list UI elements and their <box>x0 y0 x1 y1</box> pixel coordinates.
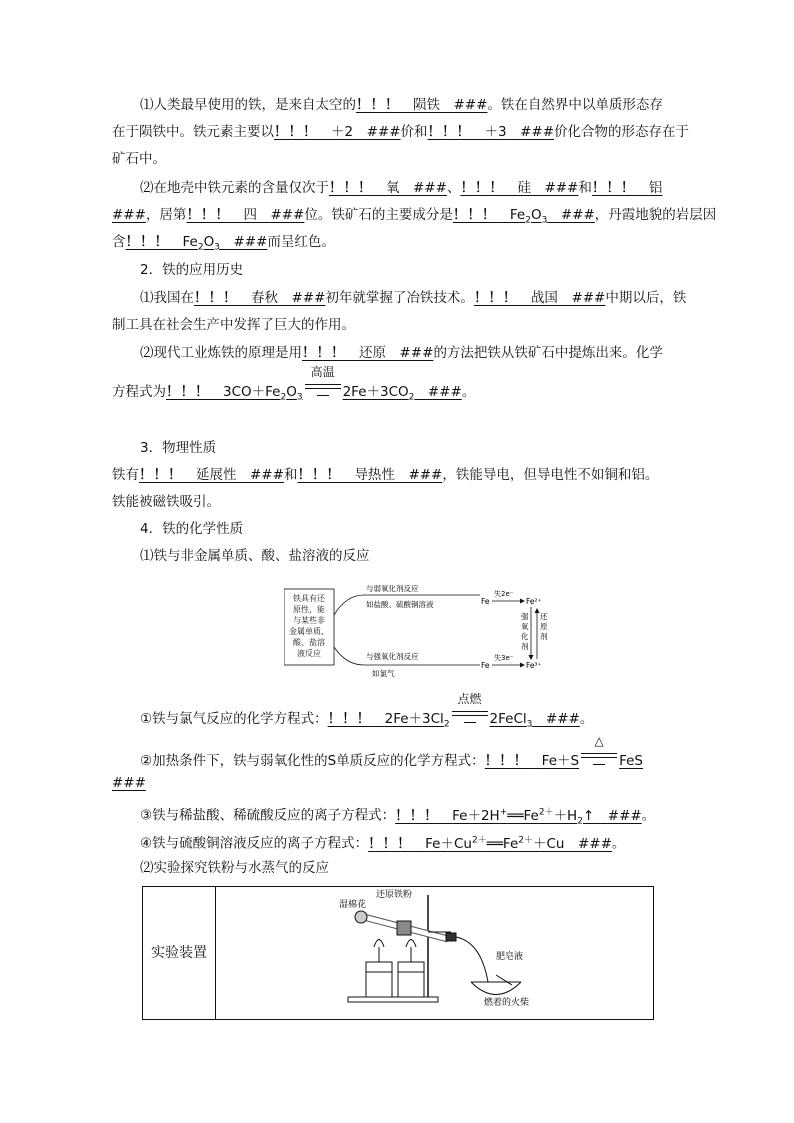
evaporating-dish <box>471 982 521 995</box>
delivery-tube <box>456 937 488 982</box>
answer-blank: ！！！ 导热性 ### <box>297 467 443 483</box>
svg-text:铁具有还: 铁具有还 <box>293 594 325 603</box>
answer-blank: ！！！ 铝 <box>591 180 663 196</box>
svg-text:化: 化 <box>521 632 529 641</box>
s4-sub1: ⑴铁与非金属单质、酸、盐溶液的反应 <box>140 548 370 564</box>
answer-blank: ！！！ 陨铁 ### <box>356 97 488 113</box>
p1-line1: ⑴人类最早使用的铁，是来自太空的！！！ 陨铁 ###。铁在自然界中以单质形态存 <box>140 97 663 113</box>
answer-blank: ！！！ Fe＋S △ FeS <box>484 734 643 769</box>
s3-line1: 铁有！！！ 延展性 ###和！！！ 导热性 ###，铁能导电，但导电性不如铜和铝。 <box>112 467 659 483</box>
apparatus-illustration <box>216 887 653 1019</box>
section-4-heading: 4．铁的化学性质 <box>140 521 244 537</box>
flame-right <box>406 940 416 948</box>
label-soap: 肥皂液 <box>496 952 524 962</box>
fe2-label: Fe²⁺ <box>526 597 542 606</box>
exp-title: ⑵实验探究铁粉与水蒸气的反应 <box>140 860 329 876</box>
lose-3e-label: 失3e⁻ <box>494 654 514 662</box>
stopper <box>446 933 456 941</box>
answer-blank: ！！！ 春秋 ### <box>194 290 326 306</box>
answer-blank: ！！！ ＋3 ### <box>427 124 555 140</box>
svg-text:原: 原 <box>540 622 548 631</box>
p2-line3: 含！！！ $Fe_2O_3$ ###而呈红色。 <box>112 234 335 253</box>
experiment-table <box>142 886 654 1020</box>
eq2-line2: ### <box>112 775 146 791</box>
answer-blank: ！！！ $Fe+Cu^{2+}══Fe^{2+}+Cu$ ### <box>368 835 612 852</box>
eq2-line1: ②加热条件下，铁与弱氧化性的S单质反应的化学方程式：！！！ Fe＋S △ FeS <box>140 734 643 769</box>
reducer-vertical <box>540 612 548 641</box>
p1-line3: 矿石中。 <box>112 151 166 167</box>
flame-left <box>374 940 384 948</box>
svg-text:氧: 氧 <box>521 622 529 631</box>
arrow-down-icon <box>529 655 534 660</box>
answer-blank: ！！！ 还原 ### <box>302 345 434 361</box>
eq4-line: ④铁与硫酸铜溶液反应的离子方程式：！！！ $Fe+Cu^{2+}══Fe^{2+}+Cu$ ###。 <box>140 835 626 852</box>
arrow-head-icon <box>520 663 525 668</box>
label-match: 燃着的火柴 <box>484 998 530 1008</box>
answer-blank: ！！！ 延展性 ### <box>139 467 284 483</box>
eq1-line: ①铁与氯气反应的化学方程式：！！！ $2Fe+3Cl_2$ 点燃 2FeCl$_3$ ###。 <box>140 692 594 730</box>
reaction-condition: 点燃 <box>450 702 490 723</box>
answer-blank: ！！！ 四 ### <box>186 207 305 223</box>
svg-text:剂: 剂 <box>521 642 529 651</box>
answer-blank: ！！！ 战国 ### <box>473 290 606 306</box>
svg-text:金属单质、: 金属单质、 <box>289 627 329 636</box>
burner-left <box>366 962 392 997</box>
label-cotton: 湿棉花 <box>339 900 367 910</box>
svg-text:酸、盐溶: 酸、盐溶 <box>293 638 325 647</box>
diagram-box-text <box>289 593 329 658</box>
svg-text:还: 还 <box>540 612 548 621</box>
answer-blank: ！！！ $Fe_2O_3$ ### <box>125 234 268 253</box>
fe-label-top: Fe <box>481 597 490 606</box>
weak-oxidizer-example: 如盐酸、硫酸铜溶液 <box>366 600 434 609</box>
s3-line2: 铁能被磁铁吸引。 <box>112 494 220 510</box>
section-3-heading: 3．物理性质 <box>140 440 217 456</box>
p3-line1: ⑴我国在！！！ 春秋 ###初年就掌握了冶铁技术。！！！ 战国 ###中期以后，铁 <box>140 290 687 306</box>
svg-text:液反应: 液反应 <box>297 649 321 658</box>
section-2-heading: 2．铁的应用历史 <box>140 262 244 278</box>
answer-blank: ！！！ 氧 ### <box>329 180 447 196</box>
strong-oxidizer-label: 与强氧化剂反应 <box>366 652 419 661</box>
p1-line2: 在于陨铁中。铁元素主要以！！！ ＋2 ###价和！！！ ＋3 ###价化合物的形态存在于 <box>112 124 690 140</box>
eq3-line: ③铁与稀盐酸、稀硫酸反应的离子方程式：！！！ $Fe+2H^+══Fe^{2+}+H_2↑$ ###。 <box>140 807 656 827</box>
reaction-condition: △ <box>579 744 619 765</box>
reaction-condition: 高温 <box>303 375 343 396</box>
strong-oxidant-vertical <box>521 611 529 651</box>
p2-line1: ⑵在地壳中铁元素的含量仅次于！！！ 氧 ###、！！！ 硅 ###和！！！ 铝 <box>140 180 663 196</box>
p4-line1: ⑵现代工业炼铁的原理是用！！！ 还原 ###的方法把铁从铁矿石中提炼出来。化学 <box>140 345 663 361</box>
label-iron-powder: 还原铁粉 <box>376 890 413 900</box>
p4-line2: 方程式为！！！ $3CO+Fe_2O_3$ 高温 $2Fe+3CO_2$ ###。 <box>112 365 476 403</box>
fe-label-bottom: Fe <box>481 661 490 670</box>
apparatus-cell <box>216 887 653 1019</box>
arrow-up-icon <box>535 608 540 613</box>
wet-cotton <box>355 911 367 923</box>
fe3-label: Fe³⁺ <box>526 661 542 670</box>
burner-right <box>398 962 424 997</box>
svg-text:剂: 剂 <box>540 632 548 641</box>
answer-blank: ！！！ $Fe_2O_3$ ### <box>452 207 595 226</box>
answer-blank: ！！！ $2Fe+3Cl_2$ 点燃 2FeCl$_3$ ### <box>327 692 580 730</box>
match <box>496 975 512 985</box>
weak-oxidizer-label: 与弱氧化剂反应 <box>366 585 419 593</box>
answer-blank: ！！！ ＋2 ### <box>274 124 401 140</box>
lose-2e-label: 失2e⁻ <box>494 590 514 598</box>
p2-line2: ###，居第！！！ 四 ###位。铁矿石的主要成分是！！！ $Fe_2O_3$ ###，丹霞地貌的岩层因 <box>112 207 717 226</box>
table-label-cell: 实验装置 <box>143 887 216 1019</box>
strong-oxidizer-example: 如氯气 <box>372 669 395 678</box>
svg-text:原性，能: 原性，能 <box>293 605 325 614</box>
answer-blank: ！！！ 硅 ### <box>460 180 579 196</box>
p3-line2: 制工具在社会生产中发挥了巨大的作用。 <box>112 317 355 333</box>
arrow-head-icon <box>520 599 525 604</box>
svg-text:与某些非: 与某些非 <box>293 616 325 625</box>
svg-text:强: 强 <box>521 612 529 621</box>
answer-blank: ！！！ $3CO+Fe_2O_3$ 高温 $2Fe+3CO_2$ ### <box>166 365 462 403</box>
answer-blank: ！！！ $Fe+2H^+══Fe^{2+}+H_2↑$ ### <box>395 807 642 827</box>
iron-reaction-diagram <box>284 585 564 685</box>
iron-powder <box>397 921 411 935</box>
